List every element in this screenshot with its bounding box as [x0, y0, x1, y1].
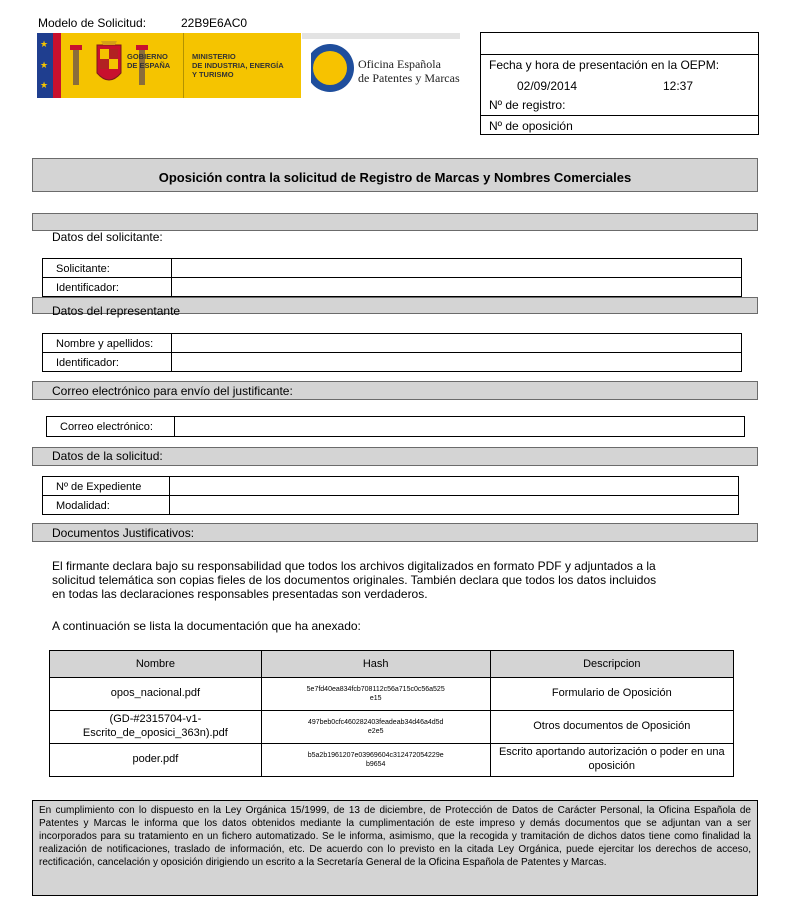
modalidad-value[interactable]: [169, 496, 738, 515]
solicitud-table: [42, 476, 739, 515]
spain-flag-strip: [53, 33, 61, 98]
field-label: Modalidad:: [56, 500, 110, 512]
gobierno-logo: [37, 33, 301, 98]
expediente-row: [43, 477, 738, 496]
doc-hash-cell: b5a2b1961207e03969604c312472054229e b9654: [261, 744, 490, 777]
expediente-value[interactable]: [169, 477, 738, 495]
correo-row: [47, 417, 744, 436]
documentos-bar: [32, 523, 758, 542]
solicitante-value[interactable]: [171, 259, 741, 277]
fecha-time: 12:37: [663, 79, 694, 93]
doc-desc-cell: Otros documentos de Oposición: [490, 711, 733, 744]
table-row: [50, 711, 734, 744]
doc-hash-cell: 5e7fd40ea834fcb708112c56a715c0c56a525 e15: [261, 678, 490, 711]
table-row: [50, 678, 734, 711]
identificador-row: [43, 353, 741, 372]
registry-box: [480, 32, 759, 135]
column-header: Nombre: [50, 651, 262, 678]
declaration-line: en todas las declaraciones responsables presentadas son verdaderos.: [52, 587, 428, 601]
field-label: Solicitante:: [56, 263, 110, 275]
page-title: Oposición contra la solicitud de Registro de Marcas y Nombres Comerciales: [158, 170, 632, 185]
correo-table: [46, 416, 745, 437]
doc-desc-cell: Escrito aportando autorización o poder en una oposición: [490, 744, 733, 777]
declaration-line: solicitud telemática son copias fieles de los documentos originales. También declara que todos los datos incluidos: [52, 573, 657, 587]
field-label: Correo electrónico:: [60, 421, 153, 433]
fecha-date: 02/09/2014: [517, 79, 578, 93]
correo-bar: [32, 381, 758, 400]
modelo-value: 22B9E6AC0: [181, 16, 248, 30]
fecha-label: Fecha y hora de presentación en la OEPM:: [489, 58, 720, 72]
nombre-row: [43, 334, 741, 353]
identificador-value[interactable]: [171, 353, 741, 372]
gobierno-line2: DE ESPAÑA: [127, 61, 171, 70]
solicitud-bar: [32, 447, 758, 466]
table-header-row: [50, 651, 734, 678]
representante-heading: Datos del representante: [52, 304, 181, 318]
field-label: Nº de Expediente: [56, 481, 142, 493]
list-intro: A continuación se lista la documentación que ha anexado:: [52, 619, 361, 633]
oepm-line2: de Patentes y Marcas: [358, 71, 460, 85]
doc-name-cell: poder.pdf: [50, 744, 262, 777]
field-label: Nombre y apellidos:: [56, 338, 154, 350]
solicitante-bar: [32, 213, 758, 231]
identificador-row: [43, 278, 741, 297]
modelo-label: Modelo de Solicitud:: [38, 16, 147, 30]
solicitante-table: [42, 258, 742, 297]
registro-label: Nº de registro:: [489, 98, 566, 112]
oepm-logo: [302, 33, 460, 98]
oepm-line1: Oficina Española: [358, 57, 441, 71]
declaration-line: El firmante declara bajo su responsabilidad que todos los archivos digitalizados en formato PDF y adjuntados a la: [52, 559, 656, 573]
oepm-circle-icon: [305, 43, 355, 93]
ministerio-line1: MINISTERIO: [192, 52, 236, 61]
field-label: Identificador:: [56, 357, 119, 369]
doc-name-cell: opos_nacional.pdf: [50, 678, 262, 711]
doc-hash-cell: 497beb0cfc460282403feadeab34d46a4d5d e2e5: [261, 711, 490, 744]
column-header: Hash: [261, 651, 490, 678]
legal-notice: En cumplimiento con lo dispuesto en la Ley Orgánica 15/1999, de 13 de diciembre, de Protección de Datos de Carácter Personal, la Oficina Española de Patentes y Marcas le informa que los datos obtenidos mediante la cumplimentación de este impreso y demás documentos que se adjuntan van a ser incorporados para su tratamiento en un fichero automatizado. Se le informa, asimismo, que la recogida y tramitación de dichos datos tiene como finalidad la realización de notificaciones, traslado de información, etc. De acuerdo con lo previsto en la citada Ley Orgánica, puede ejercitar los derechos de acceso, rectificación, cancelación y oposición dirigiendo un escrito a la Secretaría General de la Oficina Española de Patentes y Marcas.: [32, 800, 758, 896]
solicitante-row: [43, 259, 741, 278]
ministerio-line2: DE INDUSTRIA, ENERGÍA: [192, 61, 284, 70]
representante-table: [42, 333, 742, 372]
oposicion-label: Nº de oposición: [489, 119, 573, 133]
documentos-heading: Documentos Justificativos:: [52, 526, 195, 540]
nombre-value[interactable]: [171, 334, 741, 352]
solicitud-heading: Datos de la solicitud:: [52, 449, 163, 463]
declaration-text: [52, 559, 656, 601]
column-header: Descripcion: [490, 651, 733, 678]
title-bar: [32, 158, 758, 192]
doc-name-cell: (GD-#2315704-v1- Escrito_de_oposici_363n).pdf: [50, 711, 262, 744]
solicitante-heading: Datos del solicitante:: [52, 230, 163, 244]
correo-heading: Correo electrónico para envío del justificante:: [52, 384, 293, 398]
gobierno-line1: GOBIERNO: [127, 52, 168, 61]
ministerio-line3: Y TURISMO: [192, 70, 234, 79]
field-label: Identificador:: [56, 282, 119, 294]
identificador-value[interactable]: [171, 278, 741, 297]
eu-flag-strip: ★ ★ ★: [37, 33, 53, 98]
table-row: [50, 744, 734, 777]
correo-value[interactable]: [174, 417, 744, 436]
doc-desc-cell: Formulario de Oposición: [490, 678, 733, 711]
documents-table: [49, 650, 734, 777]
modalidad-row: [43, 496, 738, 515]
